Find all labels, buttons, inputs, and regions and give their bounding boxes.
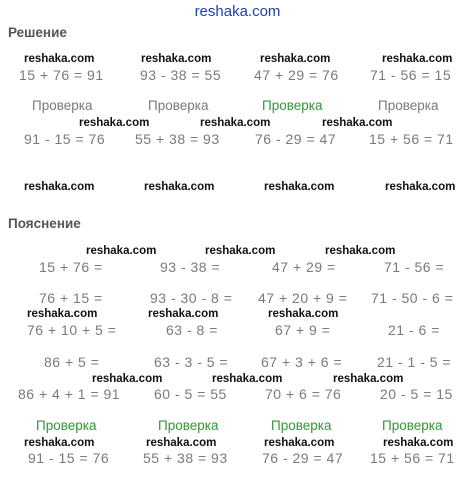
explanation-check: 91 - 15 = 76 [28,450,110,466]
check-label: Проверка [382,418,443,433]
explanation-step: 15 + 76 = [39,259,103,275]
explanation-check: 55 + 38 = 93 [143,450,228,466]
solution-equation: 15 + 76 = 91 [19,67,104,83]
check-label: Проверка [262,98,323,113]
solution-equation: 93 - 38 = 55 [140,67,222,83]
check-label: Проверка [271,418,332,433]
watermark: reshaka.com [144,181,215,193]
explanation-step: 70 + 6 = 76 [265,386,342,402]
watermark: reshaka.com [24,53,95,65]
watermark: reshaka.com [92,373,163,385]
watermark: reshaka.com [382,53,453,65]
explanation-step: 67 + 3 + 6 = [261,354,343,370]
solution-equation: 47 + 29 = 76 [254,67,339,83]
watermark: reshaka.com [205,245,276,257]
solution-equation: 71 - 56 = 15 [370,67,452,83]
solution-check: 55 + 38 = 93 [135,131,220,147]
explanation-step: 21 - 1 - 5 = [377,354,452,370]
explanation-step: 76 + 10 + 5 = [27,322,117,338]
explanation-step: 86 + 4 + 1 = 91 [18,386,121,402]
watermark: reshaka.com [24,437,95,449]
watermark: reshaka.com [79,117,150,129]
check-label: Проверка [378,98,439,113]
explanation-step: 63 - 3 - 5 = [154,354,229,370]
explanation-step: 71 - 56 = [384,259,445,275]
explanation-step: 76 + 15 = [39,290,103,306]
solution-check: 15 + 56 = 71 [369,131,454,147]
check-label: Проверка [36,418,97,433]
watermark: reshaka.com [146,437,217,449]
solution-check: 76 - 29 = 47 [255,131,337,147]
watermark: reshaka.com [260,53,331,65]
check-label: Проверка [32,98,93,113]
watermark: reshaka.com [264,437,335,449]
explanation-step: 93 - 30 - 8 = [150,290,233,306]
explanation-check: 76 - 29 = 47 [262,450,344,466]
explanation-check: 15 + 56 = 71 [370,450,455,466]
watermark: reshaka.com [383,437,454,449]
explanation-step: 21 - 6 = [388,322,440,338]
explanation-step: 47 + 29 = [272,259,336,275]
watermark: reshaka.com [322,117,393,129]
explanation-step: 20 - 5 = 15 [380,386,453,402]
explanation-step: 63 - 8 = [166,322,218,338]
watermark: reshaka.com [264,181,335,193]
explanation-step: 47 + 20 + 9 = [258,290,348,306]
watermark: reshaka.com [268,308,339,320]
watermark: reshaka.com [333,373,404,385]
check-label: Проверка [148,98,209,113]
explanation-step: 71 - 50 - 6 = [371,290,454,306]
solution-check: 91 - 15 = 76 [24,131,106,147]
explanation-step: 60 - 5 = 55 [154,386,227,402]
explanation-step: 67 + 9 = [275,322,331,338]
solution-heading: Решение [8,25,67,40]
watermark: reshaka.com [27,308,98,320]
watermark: reshaka.com [141,53,212,65]
check-label: Проверка [158,418,219,433]
watermark: reshaka.com [24,181,95,193]
watermark: reshaka.com [200,117,271,129]
watermark: reshaka.com [148,308,219,320]
watermark: reshaka.com [86,245,157,257]
watermark: reshaka.com [385,181,456,193]
watermark: reshaka.com [212,373,283,385]
explanation-step: 93 - 38 = [160,259,221,275]
explanation-step: 86 + 5 = [44,354,100,370]
site-title: reshaka.com [194,3,281,20]
watermark: reshaka.com [325,245,396,257]
explanation-heading: Пояснение [8,216,81,231]
